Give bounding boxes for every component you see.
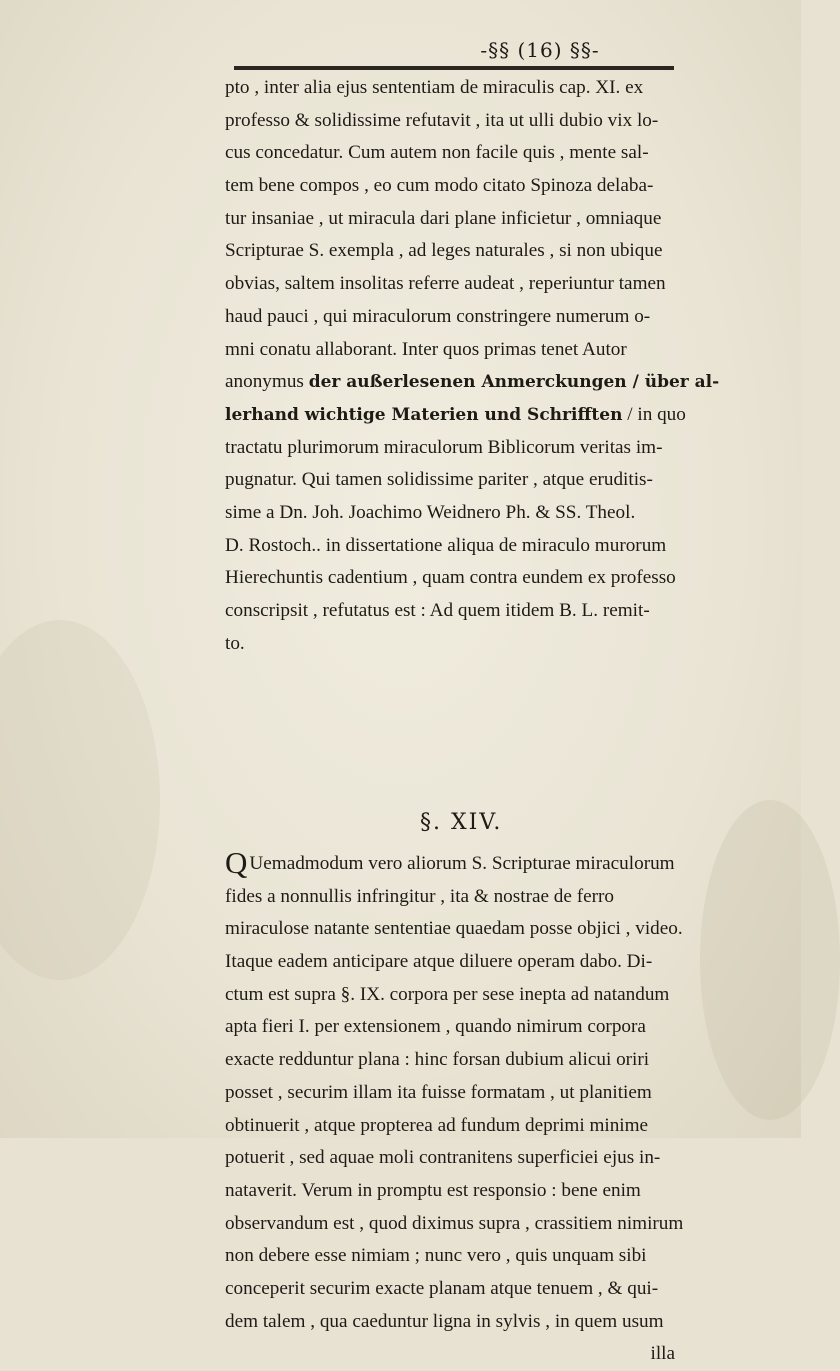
text-line: tractatu plurimorum miraculorum Biblicorum veritas im- — [225, 436, 663, 458]
catchword: illa — [650, 1343, 675, 1365]
header-ornament-right: §§- — [569, 38, 600, 62]
header-rule — [234, 66, 674, 70]
text-line: cus concedatur. Cum autem non facile quis , mente sal- — [225, 142, 649, 164]
text-line: obvias, saltem insolitas referre audeat , reperiuntur tamen — [225, 273, 666, 295]
text-line: potuerit , sed aquae moli contranitens superficiei ejus in- — [225, 1147, 661, 1169]
text-line: professo & solidissime refutavit , ita ut ulli dubio vix lo- — [225, 109, 659, 131]
text-line: apta fieri I. per extensionem , quando nimirum corpora — [225, 1016, 646, 1038]
text-line: D. Rostoch.. in dissertatione aliqua de miraculo murorum — [225, 534, 667, 556]
page-header — [470, 38, 610, 62]
text-line: Hierechuntis cadentium , quam contra eundem ex professo — [225, 567, 676, 589]
text-line: pto , inter alia ejus sententiam de miraculis cap. XI. ex — [225, 77, 644, 98]
text-line: exacte redduntur plana : hinc forsan dubium alicui oriri — [225, 1049, 650, 1071]
text-fragment: Uemadmodum vero aliorum S. Scripturae miraculorum — [249, 853, 675, 874]
text-fragment: anonymus — [225, 371, 309, 393]
text-line — [225, 399, 695, 432]
text-line: obtinuerit , atque propterea ad fundum deprimi minime — [225, 1114, 649, 1136]
text-line: conceperit securim exacte planam atque tenuem , & qui- — [225, 1277, 659, 1299]
paragraph-2 — [225, 845, 695, 1371]
text-line: observandum est , quod diximus supra , crassitiem nimirum — [225, 1212, 684, 1234]
text-line: miraculose natante sententiae quaedam posse objici , video. — [225, 918, 683, 940]
page-number: (16) — [517, 38, 563, 62]
text-line: Itaque eadem anticipare atque diluere operam dabo. Di- — [225, 951, 653, 973]
text-line — [225, 845, 695, 881]
text-line: dem talem , qua caeduntur ligna in sylvis , in quem usum — [225, 1310, 664, 1332]
text-line: nataverit. Verum in promptu est responsio : bene enim — [225, 1179, 641, 1201]
header-ornament-left: -§§ — [480, 38, 511, 62]
text-line — [225, 366, 720, 399]
text-line: tem bene compos , eo cum modo citato Spinoza delaba- — [225, 175, 654, 197]
text-line: sime a Dn. Joh. Joachimo Weidnero Ph. & SS. Theol. — [225, 501, 636, 523]
text-line: to. — [225, 632, 245, 654]
text-line: haud pauci , qui miraculorum constringere numerum o- — [225, 305, 651, 327]
drop-cap: Q — [225, 845, 248, 880]
section-heading: §. XIV. — [420, 810, 503, 835]
text-line: posset , securim illam ita fuisse formatam , ut planitiem — [225, 1081, 652, 1103]
text-line: conscripsit , refutatus est : Ad quem itidem B. L. remit- — [225, 600, 650, 621]
text-line: fides a nonnullis infringitur , ita & nostrae de ferro — [225, 885, 614, 907]
text-line: pugnatur. Qui tamen solidissime pariter , atque eruditis- — [225, 469, 653, 491]
text-line: non debere esse nimiam ; nunc vero , quis unquam sibi — [225, 1245, 647, 1267]
fraktur-title: der außerlesenen Anmerckungen / über al- — [308, 372, 720, 393]
text-line: mni conatu allaborant. Inter quos primas tenet Autor — [225, 338, 627, 360]
paper-stain — [0, 620, 160, 980]
paper-stain — [700, 800, 840, 1120]
text-line: tur insaniae , ut miracula dari plane inficietur , omniaque — [225, 207, 662, 229]
fraktur-title: lerhand wichtige Materien und Schrifften — [225, 404, 623, 425]
text-fragment: / in quo — [622, 403, 686, 425]
text-line: ctum est supra §. IX. corpora per sese inepta ad natandum — [225, 983, 670, 1005]
paragraph-1 — [225, 72, 720, 660]
text-line: Scripturae S. exempla , ad leges naturales , si non ubique — [225, 240, 663, 262]
